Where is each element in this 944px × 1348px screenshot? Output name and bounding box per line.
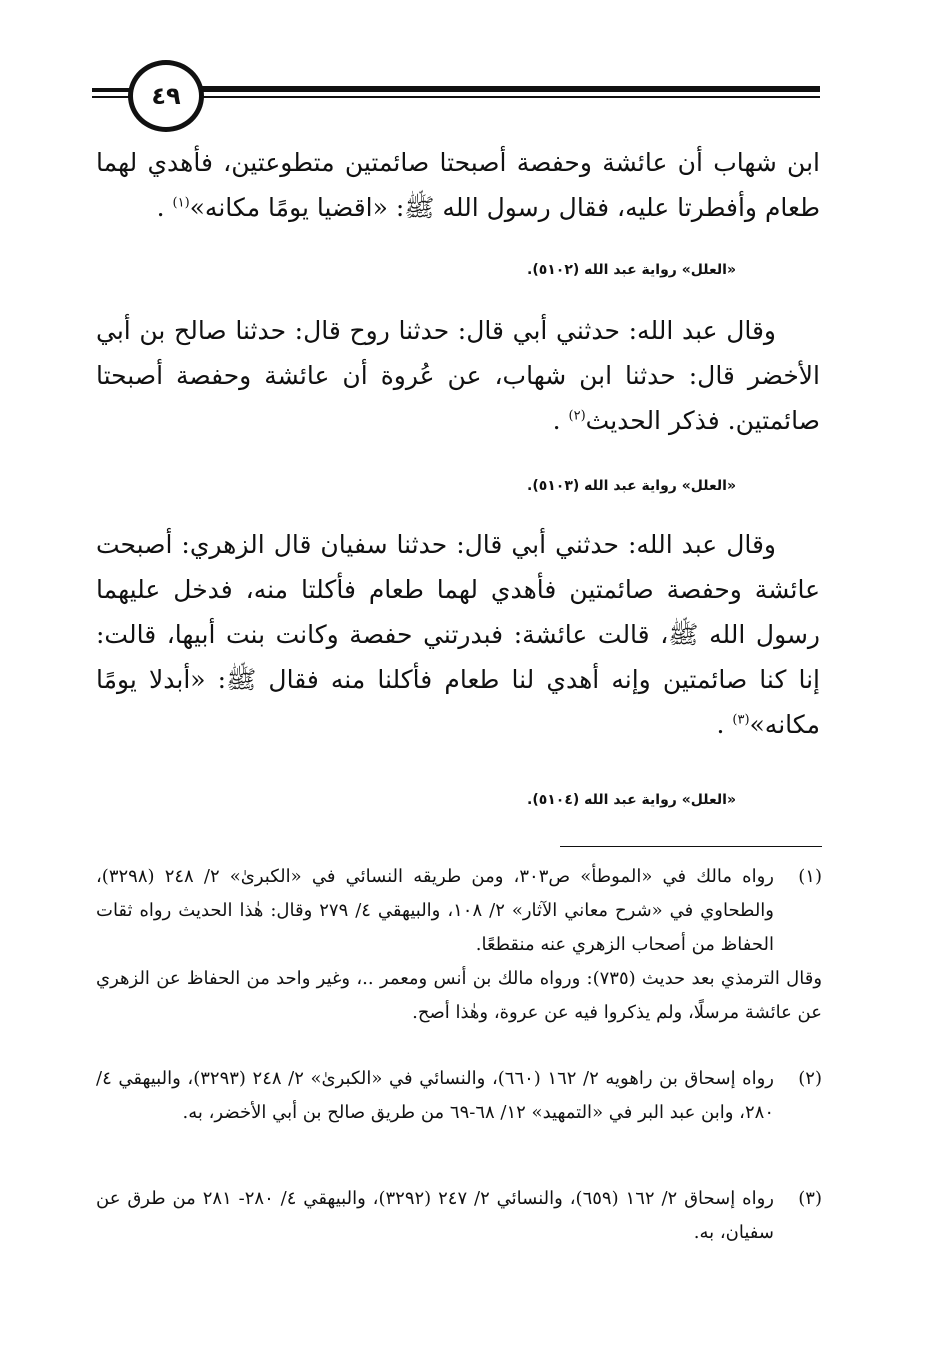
footnote-number: (٢) [798, 1068, 822, 1089]
source-citation-2: «العلل» رواية عبد الله (٥١٠٣). [527, 478, 736, 494]
header-rule-left-thin [92, 96, 132, 98]
page-number: ٤٩ [128, 60, 204, 132]
paragraph-end: . [552, 406, 561, 435]
source-citation-3: «العلل» رواية عبد الله (٥١٠٤). [527, 792, 736, 808]
paragraph-text: وقال عبد الله: حدثني أبي قال: حدثنا سفيان قال الزهري: أصبحت عائشة وحفصة صائمتين فأهدي لهما طعام فأكلتا منه، فدخل عليهما رسول الله ﷺ، قالت عائشة: فبدرتني حفصة وكانت بنت أبيها، قالت: إنا كنا صائمتين وإنه أهدي لنا طعام فأكلنا منه فقال ﷺ: «أبدلا يومًا مكانه» [96, 530, 820, 739]
footnote-3 [96, 1182, 822, 1250]
footnote-text: رواه إسحاق بن راهويه ٢/ ١٦٢ (٦٦٠)، والنسائي في «الكبرىٰ» ٢/ ٢٤٨ (٣٢٩٣)، والبيهقي ٤/ ٢٨٠، وابن عبد البر في «التمهيد» ١٢/ ٦٨-٦٩ من طريق صالح بن أبي الأخضر، به. [96, 1068, 774, 1123]
source-citation-1: «العلل» رواية عبد الله (٥١٠٢). [527, 262, 736, 278]
paragraph-end: . [716, 710, 725, 739]
footnote-1 [96, 860, 822, 1030]
hadith-paragraph-1 [96, 140, 820, 230]
header-rule-right-thin [198, 96, 820, 98]
footnote-ref: (٢) [568, 408, 586, 424]
footnote-text: رواه إسحاق ٢/ ١٦٢ (٦٥٩)، والنسائي ٢/ ٢٤٧ (٣٢٩٢)، والبيهقي ٤/ ٢٨٠- ٢٨١ من طرق عن سفيان، به. [96, 1188, 774, 1243]
header-rule-left [92, 88, 132, 92]
header-rule-right [198, 86, 820, 92]
hadith-paragraph-3 [96, 522, 820, 747]
footnote-continuation: وقال الترمذي بعد حديث (٧٣٥): ورواه مالك بن أنس ومعمر ..، وغير واحد من الحفاظ عن الزهري عن عائشة مرسلًا، ولم يذكروا فيه عن عروة، وهٰذا أصح. [96, 968, 823, 1023]
paragraph-text: وقال عبد الله: حدثني أبي قال: حدثنا روح قال: حدثنا صالح بن أبي الأخضر قال: حدثنا ابن شهاب، عن عُروة أن عائشة وحفصة أصبحتا صائمتين. فذكر الحديث [96, 316, 820, 435]
hadith-paragraph-2 [96, 308, 820, 443]
footnote-2 [96, 1062, 822, 1130]
paragraph-text: ابن شهاب أن عائشة وحفصة أصبحتا صائمتين متطوعتين، فأهدي لهما طعام وأفطرتا عليه، فقال رسول الله ﷺ: «اقضيا يومًا مكانه» [96, 148, 820, 222]
footnote-number: (٣) [798, 1188, 822, 1209]
footnote-number: (١) [798, 866, 822, 887]
footnote-ref: (١) [172, 195, 190, 211]
footnote-text: رواه مالك في «الموطأ» ص٣٠٣، ومن طريقه النسائي في «الكبرىٰ» ٢/ ٢٤٨ (٣٢٩٨)، والطحاوي في «شرح معاني الآثار» ٢/ ١٠٨، والبيهقي ٤/ ٢٧٩ وقال: هٰذا الحديث رواه ثقات الحفاظ من أصحاب الزهري عنه منقطعًا. [96, 866, 775, 955]
footnote-separator [560, 846, 822, 847]
paragraph-end: . [156, 193, 165, 222]
footnote-ref: (٣) [732, 712, 750, 728]
